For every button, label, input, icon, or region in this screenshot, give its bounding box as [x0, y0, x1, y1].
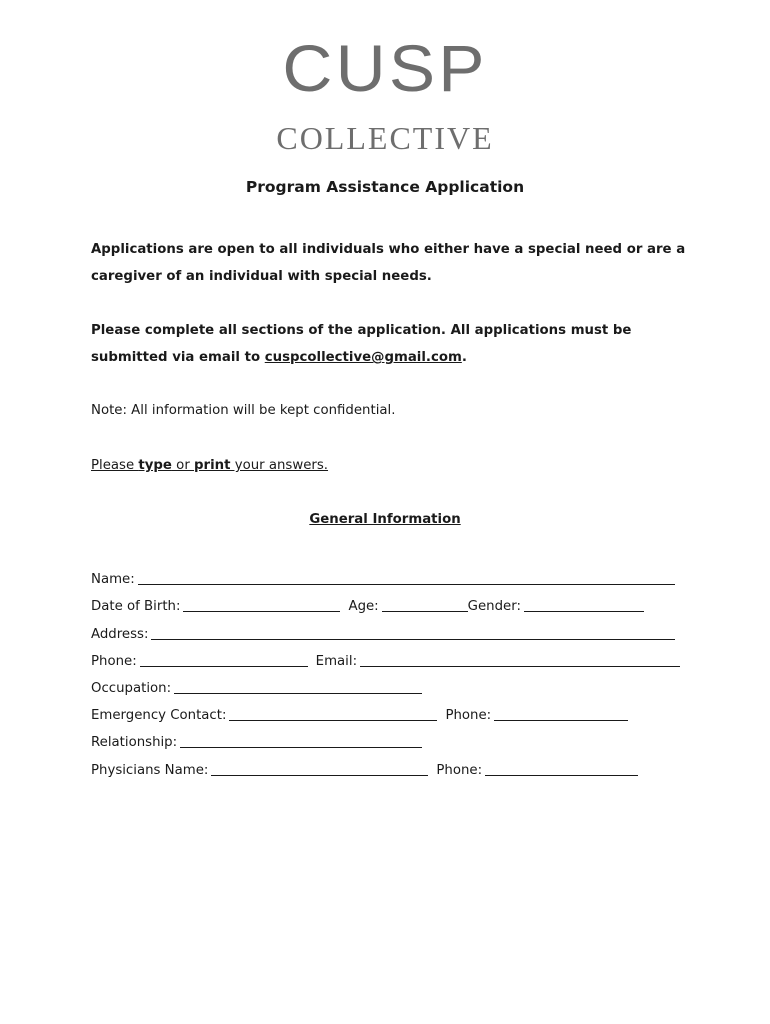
physician-phone-field[interactable]: [485, 761, 638, 776]
emergency-contact-row: [91, 698, 691, 725]
email-label: Email:: [315, 653, 358, 669]
physician-phone-label: Phone:: [436, 762, 483, 778]
occupation-row: [91, 671, 691, 698]
general-information-heading: General Information: [309, 512, 461, 527]
general-information-form: [91, 562, 691, 780]
cusp-collective-logo: [0, 28, 770, 156]
instruction-print: print: [194, 458, 231, 473]
address-field[interactable]: [151, 625, 675, 640]
gender-label: Gender:: [467, 599, 521, 615]
relationship-row: [91, 725, 691, 752]
page-title: Program Assistance Application: [245, 178, 525, 196]
instruction-type: type: [138, 458, 172, 473]
phone-email-row: [91, 644, 691, 671]
phone-field[interactable]: [140, 652, 308, 667]
address-row: [91, 616, 691, 643]
dob-label: Date of Birth:: [91, 599, 181, 615]
confidentiality-note: Note: All information will be kept confidential.: [91, 403, 396, 418]
dob-field[interactable]: [183, 597, 340, 612]
physicians-name-field[interactable]: [211, 761, 428, 776]
phone-label: Phone:: [91, 653, 137, 669]
relationship-label: Relationship:: [91, 735, 178, 751]
emergency-contact-label: Emergency Contact:: [91, 708, 227, 724]
answer-instruction: [91, 455, 328, 477]
age-label: Age:: [348, 599, 379, 615]
email-field[interactable]: [360, 652, 680, 667]
name-field[interactable]: [138, 570, 675, 585]
emergency-phone-field[interactable]: [494, 706, 628, 721]
logo-sub-text: COLLECTIVE: [276, 120, 494, 156]
occupation-field[interactable]: [174, 679, 422, 694]
logo-main-text: CUSP: [282, 31, 488, 105]
age-field[interactable]: [382, 597, 468, 612]
email-link[interactable]: cuspcollective@gmail.com: [264, 350, 462, 365]
instruction-prefix: Please: [91, 458, 139, 473]
emergency-contact-field[interactable]: [229, 706, 437, 721]
intro-paragraph-submission: [91, 317, 691, 371]
name-label: Name:: [91, 572, 135, 588]
submission-period: .: [461, 350, 467, 365]
instruction-middle: or: [171, 458, 195, 473]
occupation-label: Occupation:: [91, 680, 172, 696]
name-row: [91, 562, 691, 589]
emergency-phone-label: Phone:: [445, 708, 492, 724]
dob-row: [91, 589, 691, 616]
instruction-suffix: your answers.: [230, 458, 329, 473]
intro-paragraph-eligibility: Applications are open to all individuals who either have a special need or are a caregiver of an individual with special needs.: [91, 242, 686, 284]
physicians-name-label: Physicians Name:: [91, 762, 209, 778]
address-label: Address:: [91, 626, 149, 642]
gender-field[interactable]: [524, 597, 644, 612]
physicians-row: [91, 752, 691, 779]
relationship-field[interactable]: [180, 733, 422, 748]
submission-text: Please complete all sections of the application. All applications must be submitted via email to: [91, 323, 632, 365]
